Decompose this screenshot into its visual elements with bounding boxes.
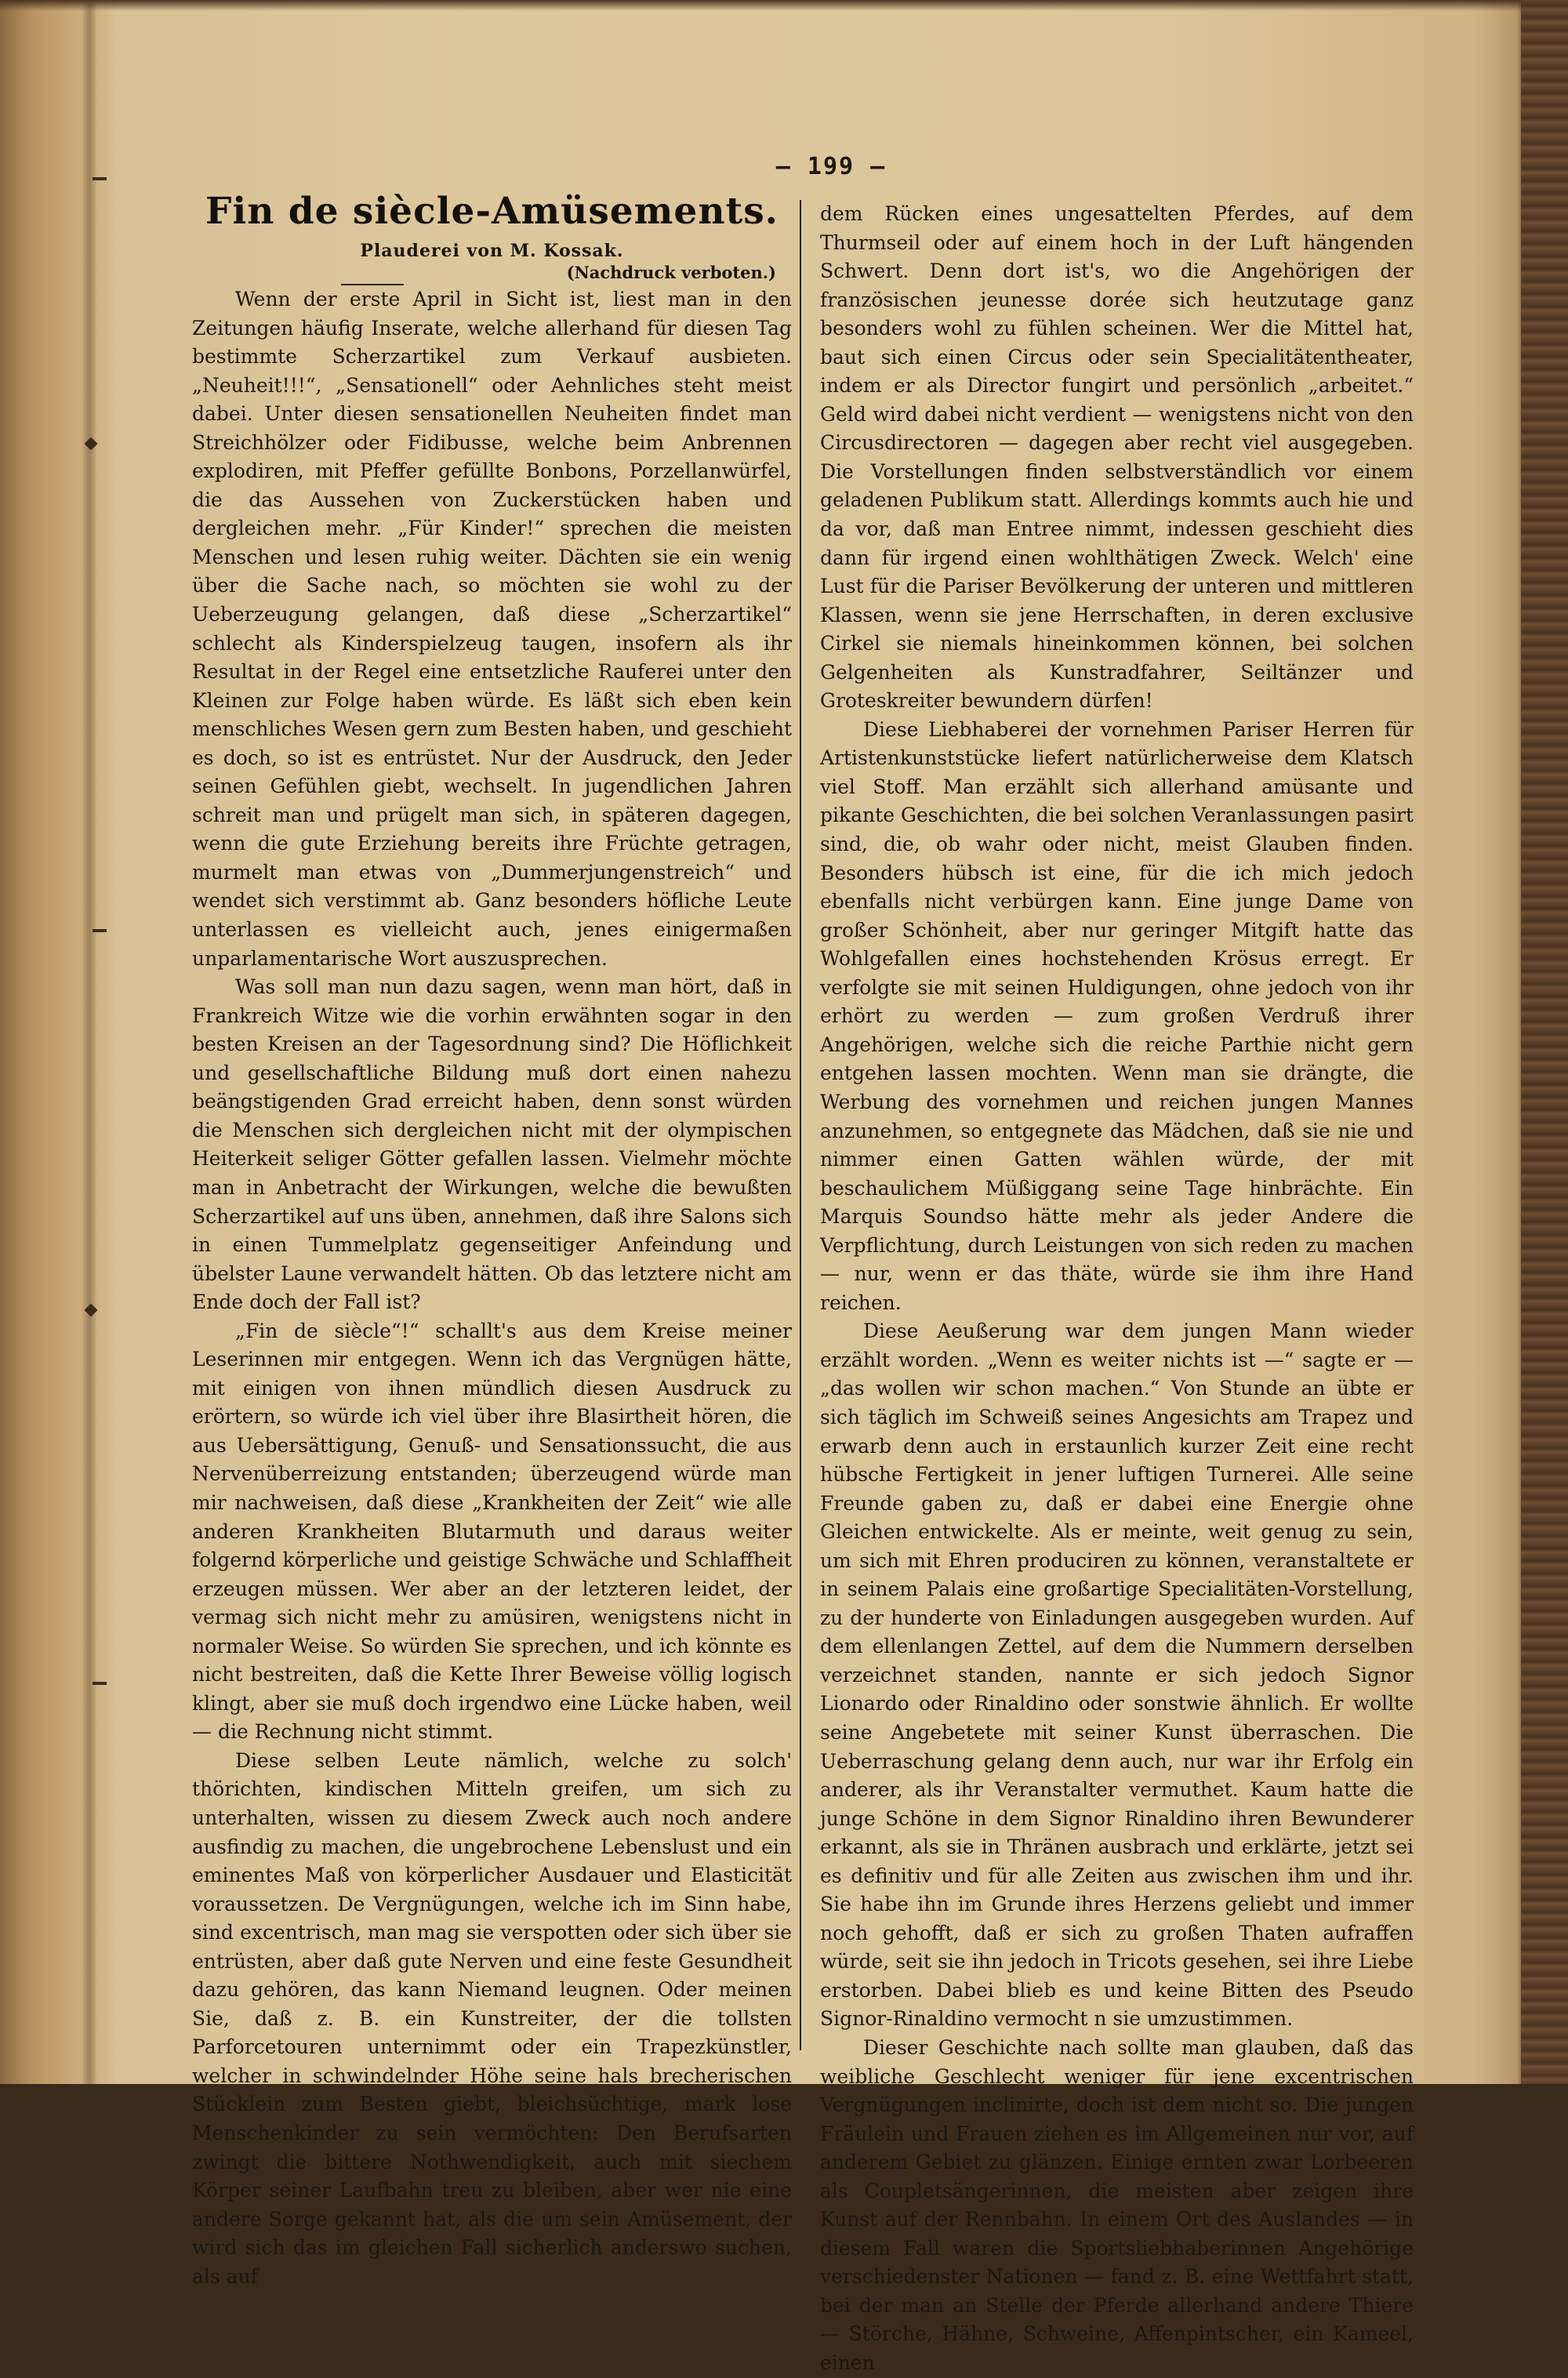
margin-mark — [93, 177, 107, 180]
paragraph: Wenn der erste April in Sicht ist, liest man in den Zeitungen häufig Inserate, welche allerhand für diesen Tag bestimmte Scherzartikel zum Verkauf ausbieten. „Neuheit!!!“, „Sensationell“ oder Aehnliches steht meist dabei. Unter diesen sensationellen Neuheiten findet man Streichhölzer oder Fidibusse, welche beim Anbrennen explodiren, mit Pfeffer gefüllte Bonbons, Porzellanwürfel, die das Aussehen von Zuckerstücken haben und dergleichen mehr. „Für Kinder!“ sprechen die meisten Menschen und lesen ruhig weiter. Dächten sie ein wenig über die Sache nach, so möchten sie wohl zu der Ueberzeugung gelangen, daß diese „Scherzartikel“ schlecht als Kinderspielzeug taugen, insofern als ihr Resultat in der Regel eine entsetzliche Rauferei unter den Kleinen zur Folge haben würde. Es läßt sich eben kein menschliches Wesen gern zum Besten haben, und geschieht es doch, so ist es entrüstet. Nur der Ausdruck, den Jeder seinen Gefühlen giebt, wechselt. In jugendlichen Jahren schreit man und prügelt man sich, in späteren dagegen, wenn die gute Erziehung bereits ihre Früchte getragen, murmelt man etwas von „Dummerjungenstreich“ und wendet sich verstimmt ab. Ganz besonders höfliche Leute unterlassen es vielleicht auch, jenes einigermaßen unparlamentarische Wort auszusprechen. — [192, 288, 792, 970]
margin-mark — [93, 929, 107, 932]
paragraph: Dieser Geschichte nach sollte man glauben, daß das weibliche Geschlecht weniger für jene excentrischen Vergnügungen inclinirte, doch ist dem nicht so. Die jungen Fräulein und Frauen ziehen es im Allgemeinen nur vor, auf anderem Gebiet zu glänzen. Einige ernten zwar Lorbeeren als Coupletsängerinnen, die meisten aber zeigen ihre Kunst auf der Rennbahn. In einem Ort des Auslandes — in diesem Fall waren die Sportsliebhaberinnen Angehörige verschiedenster Nationen — fand z. B. eine Wettfahrt statt, bei der man an Stelle der Pferde allerhand andere Thiere — Störche, Hähne, Schweine, Affenpintscher, ein Kameel, einen — [820, 2036, 1414, 2375]
article-byline: Plauderei von M. Kossak. — [360, 241, 624, 261]
right-column — [820, 200, 1414, 2378]
paragraph: dem Rücken eines ungesattelten Pferdes, auf dem Thurmseil oder auf einem hoch in der Luft hängenden Schwert. Denn dort ist's, wo die Angehörigen der französischen jeunesse dorée sich heutzutage ganz besonders wohl zu fühlen scheinen. Wer die Mittel hat, baut sich einen Circus oder sein Specialitätentheater, indem er als Director fungirt und persönlich „arbeitet.“ Geld wird dabei nicht verdient — wenigstens nicht von den Circusdirectoren — dagegen aber recht viel ausgegeben. Die Vorstellungen finden selbstverständlich vor einem geladenen Publikum statt. Allerdings kommts auch hie und da vor, daß man Entree nimmt, indessen geschieht dies dann für irgend einen wohlthätigen Zweck. Welch' eine Lust für die Pariser Bevölkerung der unteren und mittleren Klassen, wenn sie jene Herrschaften, in deren exclusive Cirkel sie niemals hineinkommen können, bei solchen Gelgenheiten als Kunstradfahrer, Seiltänzer und Groteskreiter bewundern dürfen! — [820, 202, 1414, 713]
book-edge — [1521, 0, 1568, 2084]
gutter-shadow — [82, 0, 96, 2084]
reprint-notice: (Nachdruck verboten.) — [566, 263, 776, 282]
margin-mark — [93, 1682, 107, 1685]
paragraph: „Fin de siècle“!“ schallt's aus dem Kreise meiner Leserinnen mir entgegen. Wenn ich das Vergnügen hätte, mit einigen von ihnen mündlich diesen Ausdruck zu erörtern, so würde ich viel über ihre Blasirtheit hören, die aus Uebersättigung, Genuß- und Sensationssucht, die aus Nervenüberreizung entstanden; überzeugend würde man mir nachweisen, daß diese „Krankheiten der Zeit“ wie alle anderen Krankheiten Blutarmuth und daraus weiter folgernd körperliche und geistige Schwäche und Schlaffheit erzeugen müssen. Wer aber an der letzteren leidet, der vermag sich nicht mehr zu amüsiren, wenigstens nicht in normaler Weise. So würden Sie sprechen, und ich könnte es nicht bestreiten, daß die Kette Ihrer Beweise völlig logisch klingt, aber sie muß doch irgendwo eine Lücke haben, weil — die Rechnung nicht stimmt. — [192, 1319, 792, 1744]
top-edge — [0, 0, 1537, 11]
page-number: — 199 — — [775, 153, 887, 180]
paragraph: Diese Aeußerung war dem jungen Mann wieder erzählt worden. „Wenn es weiter nichts ist —“ sagte er — „das wollen wir schon machen.“ Von Stunde an übte er sich täglich im Schweiß seines Angesichts am Trapez und erwarb denn auch in erstaunlich kurzer Zeit eine recht hübsche Fertigkeit in jener luftigen Turnerei. Alle seine Freunde gaben zu, daß er dabei eine Energie ohne Gleichen entwickelte. Als er meinte, weit genug zu sein, um sich mit Ehren produciren zu können, veranstaltete er in seinem Palais eine großartige Specialitäten-Vorstellung, zu der hunderte von Einladungen ausgegeben wurden. Auf dem ellenlangen Zettel, auf dem die Nummern derselben verzeichnet standen, nannte er sich jedoch Signor Lionardo oder Rinaldino oder sonstwie ähnlich. Er wollte seine Angebetete mit seiner Kunst überraschen. Die Ueberraschung gelang denn auch, nur war ihr Erfolg ein anderer, als ihr Veranstalter vermuthet. Kaum hatte die junge Schöne in dem Signor Rinaldino ihren Bewunderer erkannt, als sie in Thränen ausbrach und erklärte, jetzt sei es definitiv und für alle Zeiten aus zwischen ihm und ihr. Sie habe ihn im Grunde ihres Herzens geliebt und immer noch gehofft, daß er sich zu großen Thaten aufraffen würde, seit sie ihn jedoch in Tricots gesehen, sei ihre Liebe erstorben. Dabei blieb es und keine Bitten des Pseudo Signor-Rinaldino vermocht n sie umzustimmen. — [820, 1320, 1414, 2031]
column-divider — [800, 200, 801, 2050]
left-column — [192, 188, 792, 2291]
paragraph: Diese Liebhaberei der vornehmen Pariser Herren für Artistenkunststücke liefert natürlicherweise dem Klatsch viel Stoff. Man erzählt sich allerhand amüsante und pikante Geschichten, die bei solchen Veranlassungen pasirt sind, die, ob wahr oder nicht, meist Glauben finden. Besonders hübsch ist eine, für die ich mich jedoch ebenfalls nicht verbürgen kann. Eine junge Dame von großer Schönheit, aber nur geringer Mitgift hatte das Wohlgefallen eines hochstehenden Krösus erregt. Er verfolgte sie mit seinen Huldigungen, ohne jedoch von ihr erhört zu werden — zum großen Verdruß ihrer Angehörigen, welche sich die reiche Parthie nicht gern entgehen lassen mochten. Wenn man sie drängte, die Werbung des vornehmen und reichen jungen Mannes anzunehmen, so entgegnete das Mädchen, daß sie nie und nimmer einen Gatten wählen würde, der mit beschaulichem Müßiggang seine Tage hinbrächte. Ein Marquis Soundso hätte mehr als jeder Andere die Verpflichtung, durch Leistungen von sich reden zu machen — nur, wenn er das thäte, würde sie ihm ihre Hand reichen. — [820, 717, 1414, 1314]
paragraph: Diese selben Leute nämlich, welche zu solch' thörichten, kindischen Mitteln greifen, um sich zu unterhalten, wissen zu diesem Zweck auch noch andere ausfindig zu machen, die ungebrochene Lebenslust und ein eminentes Maß von körperlicher Ausdauer und Elasticität voraussetzen. De Vergnügungen, welche ich im Sinn habe, sind excentrisch, man mag sie verspotten oder sich über sie entrüsten, aber daß gute Nerven und eine feste Gesundheit dazu gehören, das kann Niemand leugnen. Oder meinen Sie, daß z. B. ein Kunstreiter, der die tollsten Parforcetouren unternimmt oder ein Trapezkünstler, welcher in schwindelnder Höhe seine hals brecherischen Stücklein zum Besten giebt, bleichsüchtige, mark lose Menschenkinder zu sein vermöchten: Den Berufsarten zwingt die bittere Nothwendigkeit, auch mit siechem Körper seiner Laufbahn treu zu bleiben, aber wer nie eine andere Sorge gekannt hat, als die um sein Amüsement, der wird sich das im gleichen Fall sicherlich anderswo suchen, als auf — [192, 1748, 792, 2288]
paragraph: Was soll man nun dazu sagen, wenn man hört, daß in Frankreich Witze wie die vorhin erwähnten sogar in den besten Kreisen an der Tagesordnung sind? Die Höflichkeit und gesellschaftliche Bildung muß dort einen nahezu beängstigenden Grad erreicht haben, denn sonst würden die Menschen sich dergleichen nicht mit der olympischen Heiterkeit seliger Götter gefallen lassen. Vielmehr möchte man in Anbetracht der Wirkungen, welche die bewußten Scherzartikel auf uns üben, annehmen, daß ihre Salons sich in einen Tummelplatz gegenseitiger Anfeindung und übelster Laune verwandelt hätten. Ob das letztere nicht am Ende doch der Fall ist? — [192, 975, 792, 1314]
article-title: Fin de siècle-Amüsements. — [205, 190, 779, 233]
